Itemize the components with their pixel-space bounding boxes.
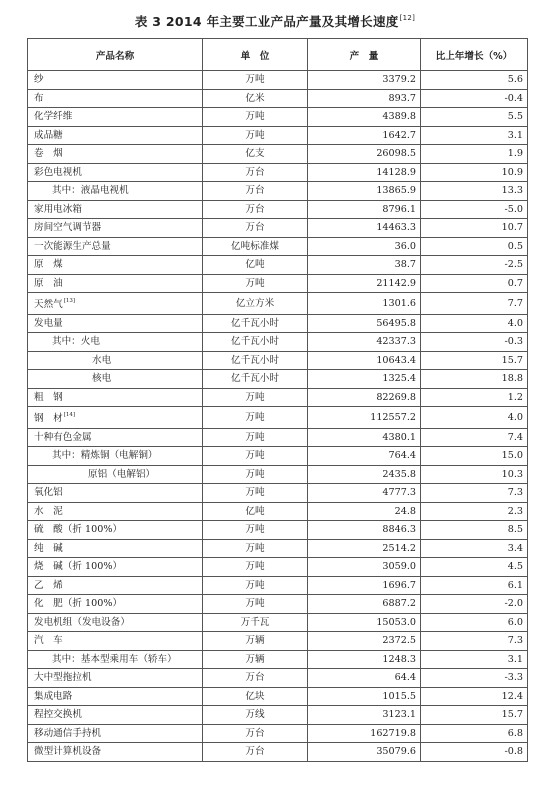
product-name-text: 其中：基本型乘用车（轿车） xyxy=(52,653,177,665)
cell-product-name xyxy=(28,428,203,447)
product-name-text: 其中：精炼铜（电解铜） xyxy=(52,450,158,461)
table-row xyxy=(28,706,528,725)
table-title xyxy=(0,12,550,30)
product-name-text: 天然气 xyxy=(34,299,63,310)
cell-unit: 万台 xyxy=(203,200,308,219)
table-row xyxy=(28,274,528,293)
product-name-text: 布 xyxy=(34,92,44,104)
product-name-text: 钢 材 xyxy=(34,413,63,424)
cell-unit: 万吨 xyxy=(203,274,308,293)
table-row xyxy=(28,669,528,688)
table-row xyxy=(28,502,528,521)
cell-unit: 万吨 xyxy=(203,484,308,503)
cell-growth: 6.0 xyxy=(421,613,528,632)
cell-unit: 万台 xyxy=(203,182,308,201)
product-name-text: 汽 车 xyxy=(34,635,63,646)
cell-production: 2435.8 xyxy=(308,465,421,484)
table-row xyxy=(28,89,528,108)
cell-growth: -2.5 xyxy=(421,256,528,275)
cell-growth: 5.6 xyxy=(421,71,528,90)
header-product-name: 产品名称 xyxy=(28,39,203,71)
cell-growth: -5.0 xyxy=(421,200,528,219)
table-row xyxy=(28,256,528,275)
cell-unit: 亿千瓦小时 xyxy=(203,370,308,389)
product-name-text: 大中型拖拉机 xyxy=(34,672,92,683)
cell-product-name xyxy=(28,182,203,201)
product-name-text: 微型计算机设备 xyxy=(34,746,102,757)
header-growth: 比上年增长（%） xyxy=(421,39,528,71)
product-name-text: 移动通信手持机 xyxy=(34,727,102,739)
cell-unit: 万吨 xyxy=(203,126,308,145)
cell-product-name xyxy=(28,333,203,352)
cell-product-name xyxy=(28,163,203,182)
cell-growth: -0.4 xyxy=(421,89,528,108)
product-name-text: 氧化铝 xyxy=(34,487,63,498)
cell-product-name xyxy=(28,484,203,503)
cell-growth: 13.3 xyxy=(421,182,528,201)
table-row xyxy=(28,163,528,182)
cell-production: 2372.5 xyxy=(308,632,421,651)
cell-production: 3123.1 xyxy=(308,706,421,725)
cell-production: 26098.5 xyxy=(308,145,421,164)
cell-product-name xyxy=(28,447,203,466)
table-row xyxy=(28,182,528,201)
product-name-text: 房间空气调节器 xyxy=(34,222,102,233)
cell-production: 35079.6 xyxy=(308,743,421,762)
cell-product-name xyxy=(28,89,203,108)
product-name-text: 原 煤 xyxy=(34,259,63,270)
cell-production: 36.0 xyxy=(308,237,421,256)
cell-unit: 万吨 xyxy=(203,558,308,577)
cell-production: 893.7 xyxy=(308,89,421,108)
cell-product-name xyxy=(28,237,203,256)
product-name-text: 化 肥（折 100%） xyxy=(34,598,123,609)
product-name-text: 成品糖 xyxy=(34,129,63,141)
table-row xyxy=(28,108,528,127)
cell-growth: 1.2 xyxy=(421,388,528,407)
table-row xyxy=(28,650,528,669)
product-name-text: 水电 xyxy=(92,354,112,366)
cell-production: 13865.9 xyxy=(308,182,421,201)
table-row xyxy=(28,293,528,315)
cell-growth: -3.3 xyxy=(421,669,528,688)
cell-unit: 万吨 xyxy=(203,388,308,407)
cell-unit: 万吨 xyxy=(203,108,308,127)
cell-unit: 亿吨标准煤 xyxy=(203,237,308,256)
cell-growth: 15.7 xyxy=(421,706,528,725)
table-row xyxy=(28,724,528,743)
product-name-text: 发电机组（发电设备） xyxy=(34,616,130,628)
product-name-text: 水 泥 xyxy=(34,505,63,517)
product-name-text: 发电量 xyxy=(34,317,63,329)
cell-growth: 7.7 xyxy=(421,293,528,315)
product-name-text: 核电 xyxy=(92,373,112,384)
cell-unit: 万吨 xyxy=(203,521,308,540)
cell-unit: 万吨 xyxy=(203,465,308,484)
cell-unit: 亿支 xyxy=(203,145,308,164)
table-row xyxy=(28,314,528,333)
cell-production: 8846.3 xyxy=(308,521,421,540)
cell-production: 15053.0 xyxy=(308,613,421,632)
cell-product-name xyxy=(28,145,203,164)
cell-product-name xyxy=(28,407,203,429)
cell-growth: 3.1 xyxy=(421,126,528,145)
cell-production: 10643.4 xyxy=(308,351,421,370)
cell-unit: 亿千瓦小时 xyxy=(203,314,308,333)
cell-product-name xyxy=(28,219,203,238)
cell-growth: -0.8 xyxy=(421,743,528,762)
cell-product-name xyxy=(28,632,203,651)
cell-unit: 万吨 xyxy=(203,595,308,614)
table-row xyxy=(28,521,528,540)
cell-production: 1696.7 xyxy=(308,576,421,595)
cell-growth: 12.4 xyxy=(421,687,528,706)
cell-growth: 7.3 xyxy=(421,632,528,651)
table-row xyxy=(28,447,528,466)
cell-growth: 2.3 xyxy=(421,502,528,521)
cell-production: 4380.1 xyxy=(308,428,421,447)
cell-unit: 万吨 xyxy=(203,428,308,447)
header-unit: 单 位 xyxy=(203,39,308,71)
cell-production: 14128.9 xyxy=(308,163,421,182)
table-row xyxy=(28,370,528,389)
cell-unit: 万千瓦 xyxy=(203,613,308,632)
product-name-text: 一次能源生产总量 xyxy=(34,240,111,252)
table-row xyxy=(28,687,528,706)
cell-production: 162719.8 xyxy=(308,724,421,743)
product-name-text: 家用电冰箱 xyxy=(34,203,82,215)
cell-production: 4777.3 xyxy=(308,484,421,503)
product-name-text: 纯 碱 xyxy=(34,542,63,554)
cell-unit: 万吨 xyxy=(203,407,308,429)
cell-unit: 万吨 xyxy=(203,71,308,90)
cell-unit: 万线 xyxy=(203,706,308,725)
product-name-text: 硫 酸（折 100%） xyxy=(34,524,123,535)
cell-production: 14463.3 xyxy=(308,219,421,238)
cell-product-name xyxy=(28,465,203,484)
table-row xyxy=(28,407,528,429)
cell-growth: 7.4 xyxy=(421,428,528,447)
cell-product-name xyxy=(28,388,203,407)
cell-growth: -0.3 xyxy=(421,333,528,352)
product-name-text: 其中：液晶电视机 xyxy=(52,185,129,196)
table-row xyxy=(28,484,528,503)
cell-unit: 亿米 xyxy=(203,89,308,108)
cell-growth: 18.8 xyxy=(421,370,528,389)
footnote-ref: [14] xyxy=(63,412,76,418)
table-row xyxy=(28,388,528,407)
cell-production: 4389.8 xyxy=(308,108,421,127)
table-row xyxy=(28,237,528,256)
cell-unit: 万吨 xyxy=(203,447,308,466)
table-row xyxy=(28,576,528,595)
product-name-text: 其中：火电 xyxy=(52,336,100,347)
cell-product-name xyxy=(28,706,203,725)
cell-product-name xyxy=(28,256,203,275)
cell-production: 3379.2 xyxy=(308,71,421,90)
table-row xyxy=(28,333,528,352)
product-name-text: 彩色电视机 xyxy=(34,166,82,178)
cell-product-name xyxy=(28,576,203,595)
product-name-text: 粗 钢 xyxy=(34,391,63,403)
cell-product-name xyxy=(28,521,203,540)
cell-growth: 6.1 xyxy=(421,576,528,595)
cell-unit: 万吨 xyxy=(203,576,308,595)
cell-product-name xyxy=(28,71,203,90)
cell-growth: 10.9 xyxy=(421,163,528,182)
product-name-text: 集成电路 xyxy=(34,690,73,702)
cell-product-name xyxy=(28,669,203,688)
cell-product-name xyxy=(28,293,203,315)
cell-product-name xyxy=(28,743,203,762)
cell-production: 1248.3 xyxy=(308,650,421,669)
cell-product-name xyxy=(28,502,203,521)
cell-unit: 亿立方米 xyxy=(203,293,308,315)
cell-product-name xyxy=(28,200,203,219)
cell-production: 3059.0 xyxy=(308,558,421,577)
cell-growth: 10.7 xyxy=(421,219,528,238)
cell-unit: 万吨 xyxy=(203,539,308,558)
cell-product-name xyxy=(28,314,203,333)
cell-product-name xyxy=(28,539,203,558)
table-row xyxy=(28,145,528,164)
table-title-text: 表 3 2014 年主要工业产品产量及其增长速度 xyxy=(134,14,399,29)
table-row xyxy=(28,428,528,447)
cell-production: 112557.2 xyxy=(308,407,421,429)
product-name-text: 原铝（电解铝） xyxy=(88,468,156,480)
table-title-note: [12] xyxy=(399,14,416,22)
cell-product-name xyxy=(28,126,203,145)
cell-growth: 1.9 xyxy=(421,145,528,164)
cell-growth: 15.7 xyxy=(421,351,528,370)
production-table xyxy=(27,38,528,762)
cell-product-name xyxy=(28,370,203,389)
cell-product-name xyxy=(28,558,203,577)
cell-growth: -2.0 xyxy=(421,595,528,614)
cell-growth: 3.4 xyxy=(421,539,528,558)
cell-growth: 4.5 xyxy=(421,558,528,577)
cell-unit: 万台 xyxy=(203,743,308,762)
table-row xyxy=(28,743,528,762)
cell-product-name xyxy=(28,351,203,370)
cell-growth: 8.5 xyxy=(421,521,528,540)
cell-production: 56495.8 xyxy=(308,314,421,333)
cell-growth: 0.7 xyxy=(421,274,528,293)
cell-unit: 万辆 xyxy=(203,650,308,669)
cell-growth: 4.0 xyxy=(421,407,528,429)
cell-production: 764.4 xyxy=(308,447,421,466)
table-row xyxy=(28,558,528,577)
cell-production: 82269.8 xyxy=(308,388,421,407)
cell-unit: 万辆 xyxy=(203,632,308,651)
cell-unit: 亿块 xyxy=(203,687,308,706)
cell-production: 8796.1 xyxy=(308,200,421,219)
table-row xyxy=(28,219,528,238)
cell-product-name xyxy=(28,650,203,669)
cell-product-name xyxy=(28,613,203,632)
header-production: 产 量 xyxy=(308,39,421,71)
cell-production: 1325.4 xyxy=(308,370,421,389)
cell-growth: 6.8 xyxy=(421,724,528,743)
cell-production: 38.7 xyxy=(308,256,421,275)
cell-product-name xyxy=(28,595,203,614)
cell-production: 1015.5 xyxy=(308,687,421,706)
cell-growth: 5.5 xyxy=(421,108,528,127)
product-name-text: 乙 烯 xyxy=(34,579,63,591)
cell-production: 1642.7 xyxy=(308,126,421,145)
cell-unit: 亿千瓦小时 xyxy=(203,351,308,370)
cell-product-name xyxy=(28,108,203,127)
table-row xyxy=(28,539,528,558)
cell-growth: 3.1 xyxy=(421,650,528,669)
table-row xyxy=(28,632,528,651)
product-name-text: 纱 xyxy=(34,74,44,85)
product-name-text: 程控交换机 xyxy=(34,709,82,720)
product-name-text: 烧 碱（折 100%） xyxy=(34,561,123,572)
footnote-ref: [13] xyxy=(63,298,76,304)
cell-growth: 4.0 xyxy=(421,314,528,333)
cell-production: 1301.6 xyxy=(308,293,421,315)
cell-production: 42337.3 xyxy=(308,333,421,352)
cell-unit: 万台 xyxy=(203,219,308,238)
cell-unit: 万台 xyxy=(203,163,308,182)
cell-unit: 亿吨 xyxy=(203,502,308,521)
table-row xyxy=(28,351,528,370)
cell-growth: 0.5 xyxy=(421,237,528,256)
table-row xyxy=(28,71,528,90)
cell-product-name xyxy=(28,724,203,743)
table-row xyxy=(28,465,528,484)
cell-production: 24.8 xyxy=(308,502,421,521)
cell-unit: 亿吨 xyxy=(203,256,308,275)
cell-production: 21142.9 xyxy=(308,274,421,293)
cell-growth: 7.3 xyxy=(421,484,528,503)
product-name-text: 卷 烟 xyxy=(34,148,63,159)
table-row xyxy=(28,200,528,219)
table-row xyxy=(28,613,528,632)
cell-unit: 万台 xyxy=(203,724,308,743)
product-name-text: 十种有色金属 xyxy=(34,431,92,443)
product-name-text: 原 油 xyxy=(34,277,63,289)
product-name-text: 化学纤维 xyxy=(34,111,73,122)
cell-unit: 亿千瓦小时 xyxy=(203,333,308,352)
cell-production: 2514.2 xyxy=(308,539,421,558)
table-body xyxy=(28,71,528,762)
cell-production: 6887.2 xyxy=(308,595,421,614)
cell-growth: 10.3 xyxy=(421,465,528,484)
table-row xyxy=(28,126,528,145)
cell-product-name xyxy=(28,274,203,293)
cell-production: 64.4 xyxy=(308,669,421,688)
cell-unit: 万台 xyxy=(203,669,308,688)
table-row xyxy=(28,595,528,614)
header-row xyxy=(28,39,528,71)
cell-growth: 15.0 xyxy=(421,447,528,466)
cell-product-name xyxy=(28,687,203,706)
